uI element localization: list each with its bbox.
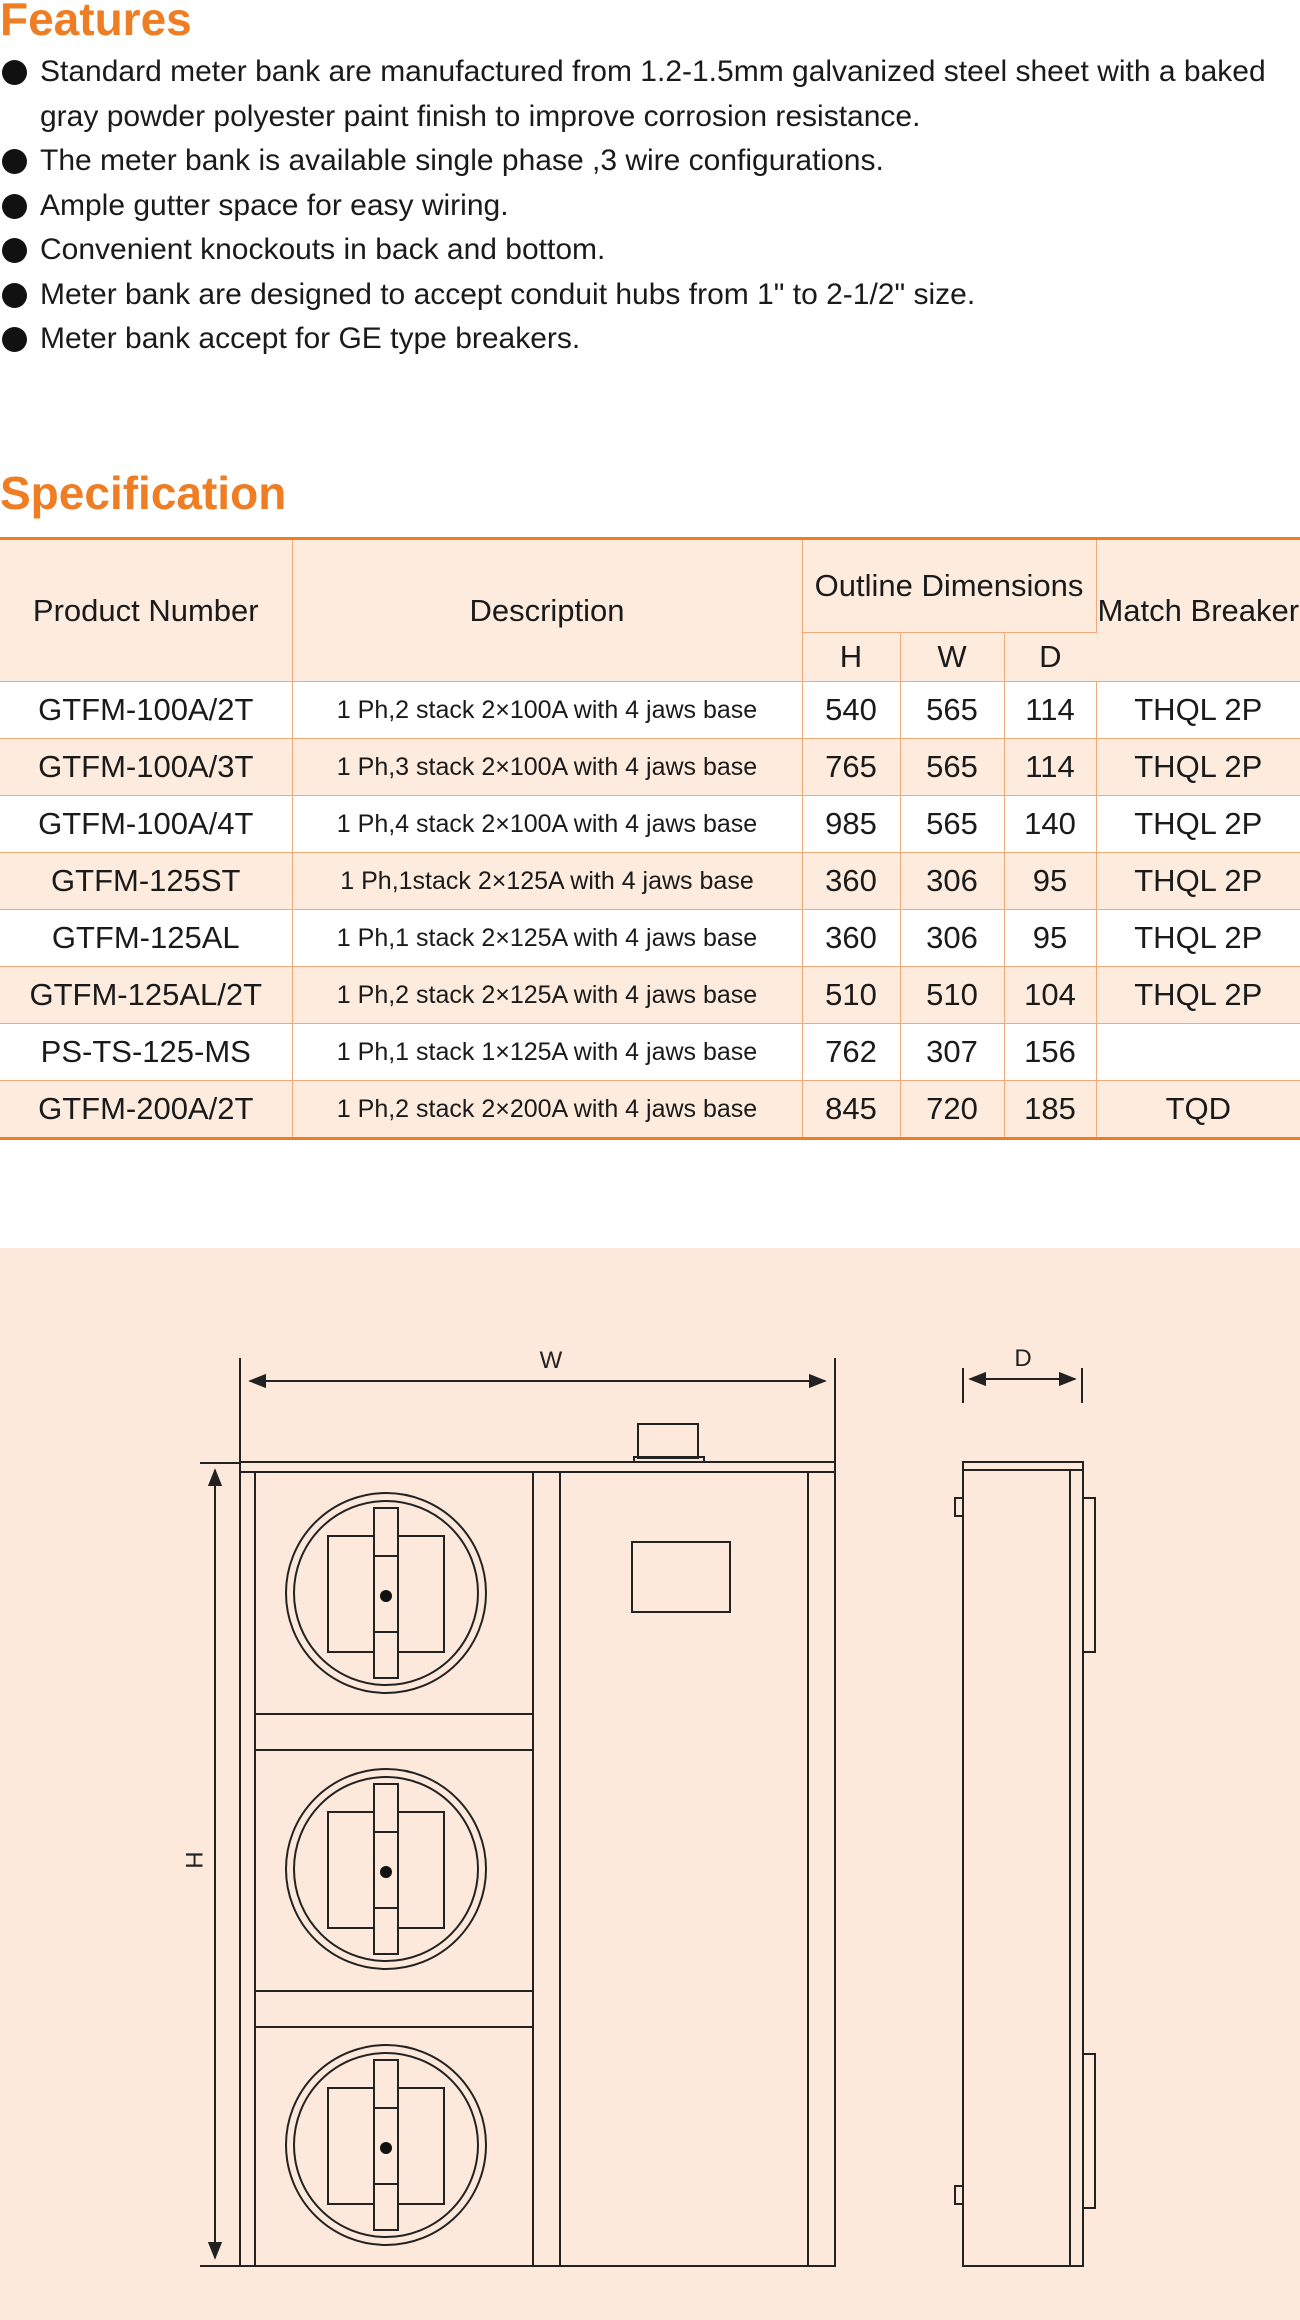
specification-title: Specification (0, 467, 287, 519)
cell-d: 185 (1004, 1081, 1096, 1139)
header-d: D (1004, 633, 1096, 682)
cell-description: 1 Ph,2 stack 2×125A with 4 jaws base (292, 967, 802, 1024)
cell-h: 360 (802, 910, 900, 967)
h-label: H (180, 1851, 207, 1869)
cell-product: PS-TS-125-MS (0, 1024, 292, 1081)
cell-breaker: THQL 2P (1096, 682, 1300, 739)
feature-item: Meter bank are designed to accept conduit hubs from 1" to 2-1/2" size. (0, 273, 1290, 318)
breaker-window (632, 1542, 730, 1612)
cell-product: GTFM-100A/2T (0, 682, 292, 739)
features-list (0, 50, 1290, 362)
cell-description: 1 Ph,1 stack 1×125A with 4 jaws base (292, 1024, 802, 1081)
cell-d: 140 (1004, 796, 1096, 853)
table-row (0, 796, 1300, 853)
cell-d: 156 (1004, 1024, 1096, 1081)
bullet-icon (2, 60, 27, 85)
specification-table (0, 537, 1300, 1140)
cell-d: 114 (1004, 682, 1096, 739)
table-row (0, 739, 1300, 796)
cell-breaker: THQL 2P (1096, 853, 1300, 910)
hub-base (634, 1457, 704, 1462)
feature-item: Ample gutter space for easy wiring. (0, 184, 1290, 229)
cell-product: GTFM-200A/2T (0, 1081, 292, 1139)
cell-description: 1 Ph,1stack 2×125A with 4 jaws base (292, 853, 802, 910)
cell-breaker: TQD (1096, 1081, 1300, 1139)
cell-h: 762 (802, 1024, 900, 1081)
feature-item: Standard meter bank are manufactured from 1.2-1.5mm galvanized steel sheet with a baked gray powder polyester paint finish to improve corrosion resistance. (0, 50, 1290, 139)
enclosure-front (240, 1462, 835, 2266)
cell-description: 1 Ph,4 stack 2×100A with 4 jaws base (292, 796, 802, 853)
socket-1-dot-icon (380, 1590, 392, 1602)
bullet-icon (2, 194, 27, 219)
socket-2-dot-icon (380, 1866, 392, 1878)
table-row (0, 682, 1300, 739)
stack-divider-2 (255, 1991, 533, 2027)
w-label: W (539, 1347, 563, 1374)
cell-h: 845 (802, 1081, 900, 1139)
header-h: H (802, 633, 900, 682)
cell-product: GTFM-100A/4T (0, 796, 292, 853)
cell-h: 765 (802, 739, 900, 796)
features-title: Features (0, 0, 192, 45)
d-label: D (1014, 1345, 1032, 1372)
cell-d: 95 (1004, 853, 1096, 910)
cell-breaker: THQL 2P (1096, 967, 1300, 1024)
cell-d: 104 (1004, 967, 1096, 1024)
bullet-icon (2, 283, 27, 308)
cell-description: 1 Ph,1 stack 2×125A with 4 jaws base (292, 910, 802, 967)
cell-product: GTFM-125AL (0, 910, 292, 967)
table-row (0, 910, 1300, 967)
header-w: W (900, 633, 1004, 682)
feature-item: Meter bank accept for GE type breakers. (0, 317, 1290, 362)
cell-h: 510 (802, 967, 900, 1024)
cell-description: 1 Ph,3 stack 2×100A with 4 jaws base (292, 739, 802, 796)
header-product-number: Product Number (0, 539, 292, 682)
table-row (0, 967, 1300, 1024)
cell-description: 1 Ph,2 stack 2×100A with 4 jaws base (292, 682, 802, 739)
header-match-breaker: Match Breaker (1096, 539, 1300, 682)
cell-h: 985 (802, 796, 900, 853)
feature-item: The meter bank is available single phase ,3 wire configurations. (0, 139, 1290, 184)
cell-product: GTFM-125ST (0, 853, 292, 910)
cell-breaker (1096, 1024, 1300, 1081)
cell-w: 720 (900, 1081, 1004, 1139)
header-outline-dimensions: Outline Dimensions (802, 539, 1096, 633)
cell-w: 306 (900, 910, 1004, 967)
socket-3-dot-icon (380, 2142, 392, 2154)
cell-w: 565 (900, 796, 1004, 853)
meter-bank-drawing (0, 1248, 1300, 2320)
cell-d: 95 (1004, 910, 1096, 967)
cell-h: 540 (802, 682, 900, 739)
cell-w: 565 (900, 739, 1004, 796)
stack-divider-1 (255, 1714, 533, 1750)
enclosure-side (955, 1462, 1095, 2266)
cell-product: GTFM-125AL/2T (0, 967, 292, 1024)
cell-product: GTFM-100A/3T (0, 739, 292, 796)
cell-w: 306 (900, 853, 1004, 910)
bullet-icon (2, 238, 27, 263)
bullet-icon (2, 149, 27, 174)
cell-breaker: THQL 2P (1096, 910, 1300, 967)
cell-w: 307 (900, 1024, 1004, 1081)
table-row (0, 853, 1300, 910)
cell-d: 114 (1004, 739, 1096, 796)
cell-description: 1 Ph,2 stack 2×200A with 4 jaws base (292, 1081, 802, 1139)
table-row (0, 1081, 1300, 1139)
conduit-hub (638, 1424, 698, 1458)
cell-breaker: THQL 2P (1096, 739, 1300, 796)
bullet-icon (2, 327, 27, 352)
cell-h: 360 (802, 853, 900, 910)
feature-item: Convenient knockouts in back and bottom. (0, 228, 1290, 273)
cell-w: 510 (900, 967, 1004, 1024)
header-description: Description (292, 539, 802, 682)
cell-breaker: THQL 2P (1096, 796, 1300, 853)
dimension-drawing (0, 1248, 1300, 2320)
cell-w: 565 (900, 682, 1004, 739)
table-row (0, 1024, 1300, 1081)
